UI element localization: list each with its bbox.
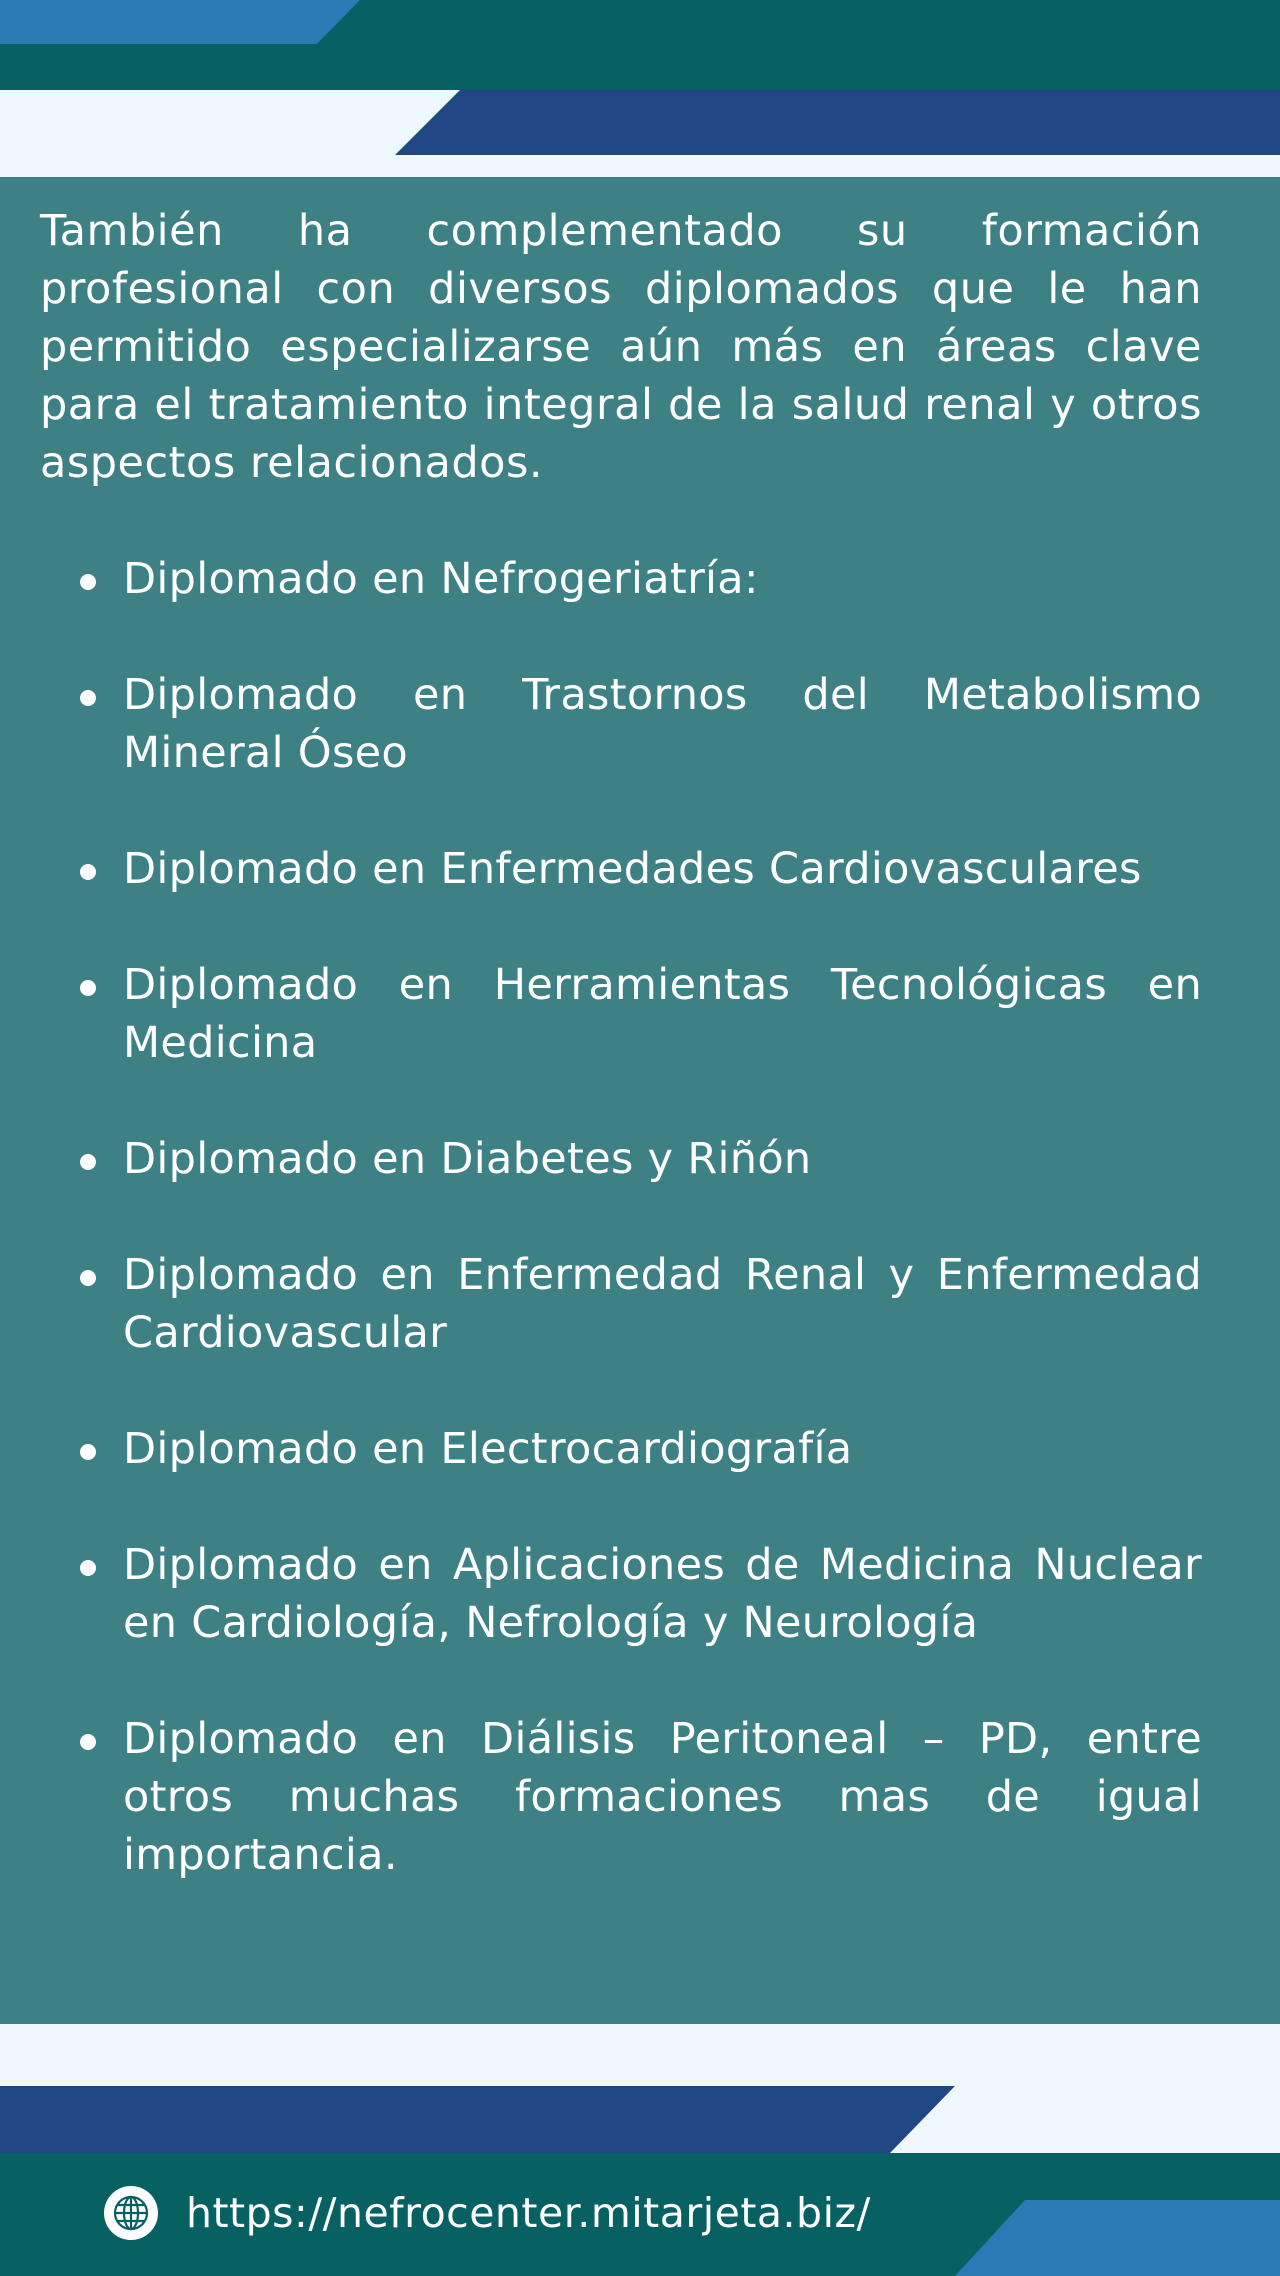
list-item-text: Diplomado en Electrocardiografía xyxy=(123,1424,853,1474)
content-text xyxy=(40,202,1202,1880)
footer xyxy=(104,2183,871,2243)
globe-icon xyxy=(104,2186,158,2240)
list-item xyxy=(40,1130,1202,1188)
bullet-icon xyxy=(80,574,96,590)
bullet-icon xyxy=(80,864,96,880)
list-item xyxy=(40,840,1202,898)
list-item xyxy=(40,550,1202,608)
list-item xyxy=(40,1420,1202,1478)
bullet-icon xyxy=(80,1560,96,1576)
bullet-icon xyxy=(80,1154,96,1170)
list-item-text: Diplomado en Enfermedades Cardiovasculares xyxy=(123,844,1142,894)
bullet-icon xyxy=(80,980,96,996)
bullet-icon xyxy=(80,690,96,706)
list-item-text: Diplomado en Herramientas Tecnológicas en Medicina xyxy=(123,960,1202,1068)
website-link[interactable]: https://nefrocenter.mitarjeta.biz/ xyxy=(186,2189,871,2237)
diplomados-list xyxy=(40,550,1202,1942)
bullet-icon xyxy=(80,1444,96,1460)
list-item xyxy=(40,1536,1202,1652)
bullet-icon xyxy=(80,1270,96,1286)
list-item xyxy=(40,666,1202,782)
list-item-text: Diplomado en Diálisis Peritoneal – PD, entre otros muchas formaciones mas de igual importancia. xyxy=(123,1714,1202,1880)
content-panel xyxy=(0,177,1280,2024)
list-item xyxy=(40,1246,1202,1362)
bottom-navy-stripe xyxy=(0,2086,955,2153)
list-item-text: Diplomado en Nefrogeriatría: xyxy=(123,554,759,604)
list-item-text: Diplomado en Trastornos del Metabolismo Mineral Óseo xyxy=(123,670,1202,778)
top-navy-stripe xyxy=(395,90,1280,155)
list-item-text: Diplomado en Diabetes y Riñón xyxy=(123,1134,812,1184)
top-lightblue-accent xyxy=(0,0,360,44)
list-item xyxy=(40,956,1202,1072)
list-item-text: Diplomado en Aplicaciones de Medicina Nuclear en Cardiología, Nefrología y Neurología xyxy=(123,1540,1202,1648)
list-item xyxy=(40,1710,1202,1884)
bullet-icon xyxy=(80,1734,96,1750)
intro-paragraph: También ha complementado su formación profesional con diversos diplomados que le han permitido especializarse aún más en áreas clave para el tratamiento integral de la salud renal y otros aspectos relacionados. xyxy=(40,206,1202,488)
list-item-text: Diplomado en Enfermedad Renal y Enfermedad Cardiovascular xyxy=(123,1250,1202,1358)
